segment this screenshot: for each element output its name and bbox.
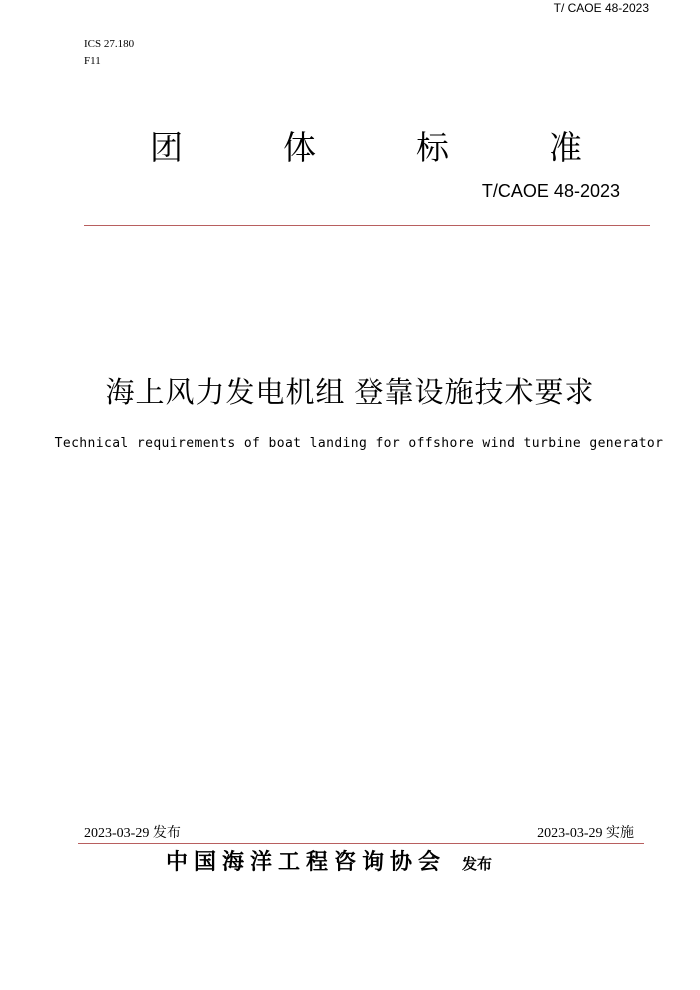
header-standard-code: T/ CAOE 48-2023	[553, 1, 649, 15]
title-chinese: 海上风力发电机组 登靠设施技术要求	[105, 377, 595, 409]
issuing-organization: 中国海洋工程咨询协会	[166, 849, 447, 874]
standard-type-char: 团	[150, 129, 183, 166]
standard-type-char: 体	[283, 129, 316, 166]
issue-date: 2023-03-29 发布	[84, 826, 181, 841]
publish-label: 发布	[462, 856, 493, 873]
title-english: Technical requirements of boat landing for offshore wind turbine generator	[54, 436, 664, 451]
standard-type-heading	[150, 128, 582, 168]
implementation-date: 2023-03-29 实施	[537, 826, 634, 841]
standard-type-char: 标	[416, 129, 449, 166]
top-divider	[84, 225, 650, 226]
bottom-divider	[78, 843, 644, 844]
issuer-line	[166, 845, 492, 876]
standard-number: T/CAOE 48-2023	[481, 181, 620, 201]
ccs-code: F11	[84, 55, 101, 67]
ics-code: ICS 27.180	[84, 38, 135, 50]
classification-block	[84, 36, 134, 70]
standard-type-char: 准	[549, 129, 582, 166]
